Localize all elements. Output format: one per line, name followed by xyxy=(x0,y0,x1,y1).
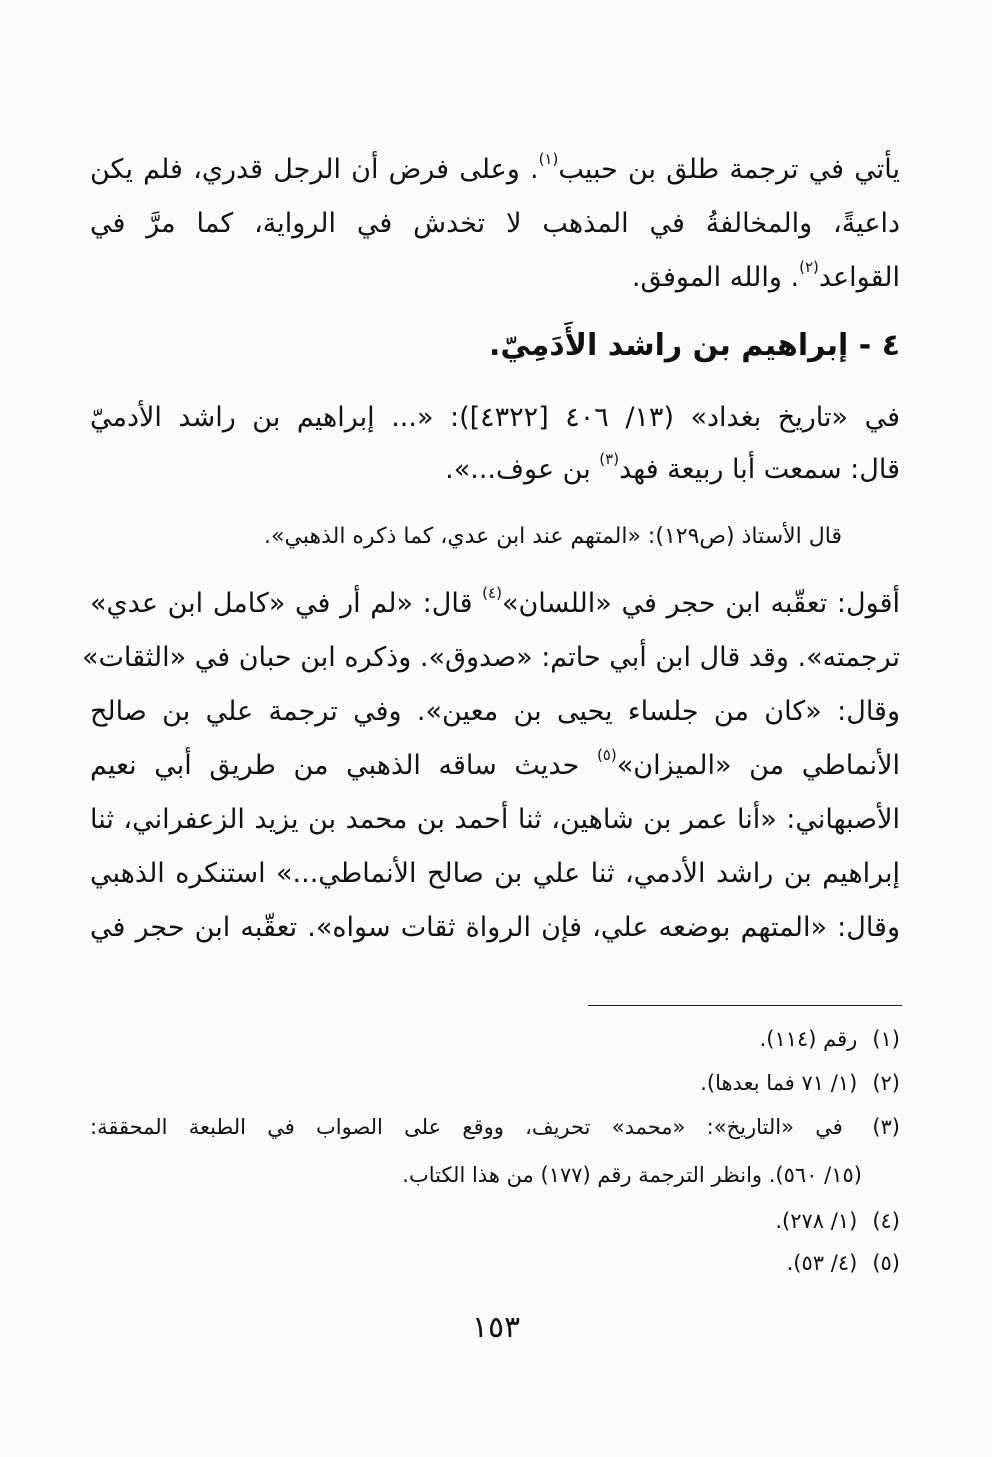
entry-heading: ٤ - إبراهيم بن راشد الأَدَمِيّ. xyxy=(488,328,900,363)
footnote: (١) رقم (١١٤). xyxy=(90,1022,900,1056)
body-line: وقال: «كان من جلساء يحيى بن معين». وفي ترجمة علي بن صالح xyxy=(90,696,900,727)
body-line: أقول: تعقّبه ابن حجر في «اللسان»$^{(٤)}$ قال: «لم أر في «كامل ابن عدي» xyxy=(90,584,900,619)
footnote-ref[interactable]: (٤) xyxy=(482,584,502,602)
body-line: إبراهيم بن راشد الأدمي، ثنا علي بن صالح الأنماطي...» استنكره الذهبي xyxy=(90,858,900,889)
body-line: القواعد$^{(٢)}$. والله الموفق. xyxy=(631,258,900,293)
footnote-number: (١) xyxy=(872,1027,900,1051)
body-line: الأنماطي من «الميزان»$^{(٥)}$ حديث ساقه الذهبي من طريق أبي نعيم xyxy=(90,746,900,781)
citation-line: في «تاريخ بغداد» (١٣/ ٤٠٦ [٤٣٢٢]): «... إبراهيم بن راشد الأدميّ xyxy=(90,402,900,433)
body-line: الأصبهاني: «أنا عمر بن شاهين، ثنا أحمد بن محمد بن يزيد الزعفراني، ثنا xyxy=(90,804,900,835)
ustadh-quote: قال الأستاذ (ص١٢٩): «المتهم عند ابن عدي، كما ذكره الذهبي». xyxy=(264,524,842,549)
citation-line: قال: سمعت أبا ربيعة فهد$^{(٣)}$ بن عوف...». xyxy=(445,450,900,485)
footnote-separator xyxy=(588,1005,902,1006)
footnote: (٣) في «التاريخ»: «محمد» تحريف، ووقع على الصواب في الطبعة المحققة: xyxy=(90,1110,900,1144)
page-number: ١٥٣ xyxy=(471,1310,521,1345)
footnote-number: (٢) xyxy=(872,1071,900,1095)
body-line: يأتي في ترجمة طلق بن حبيب$^{(١)}$. وعلى فرض أن الرجل قدري، فلم يكن xyxy=(90,150,900,185)
body-line: وقال: «المتهم بوضعه علي، فإن الرواة ثقات سواه». تعقّبه ابن حجر في xyxy=(90,912,900,943)
footnote: (٥) (٤/ ٥٣). xyxy=(90,1246,900,1280)
body-line: ترجمته». وقد قال ابن أبي حاتم: «صدوق». وذكره ابن حبان في «الثقات» xyxy=(81,642,900,673)
footnote-number: (٥) xyxy=(872,1251,900,1275)
footnote-ref[interactable]: (٣) xyxy=(599,450,620,468)
body-line: داعيةً، والمخالفةُ في المذهب لا تخدش في الرواية، كما مرَّ في xyxy=(90,208,900,239)
footnote: (٤) (١/ ٢٧٨). xyxy=(90,1204,900,1238)
footnote-ref[interactable]: (٢) xyxy=(799,258,819,276)
footnote-number: (٤) xyxy=(872,1209,900,1233)
footnote-continuation: (١٥/ ٥٦٠). وانظر الترجمة رقم (١٧٧) من هذا الكتاب. xyxy=(402,1163,862,1187)
footnote-number: (٣) xyxy=(872,1115,900,1139)
footnote-ref[interactable]: (٥) xyxy=(596,746,617,764)
footnote-ref[interactable]: (١) xyxy=(538,150,559,168)
footnote: (٢) (١/ ٧١ فما بعدها). xyxy=(90,1066,900,1100)
